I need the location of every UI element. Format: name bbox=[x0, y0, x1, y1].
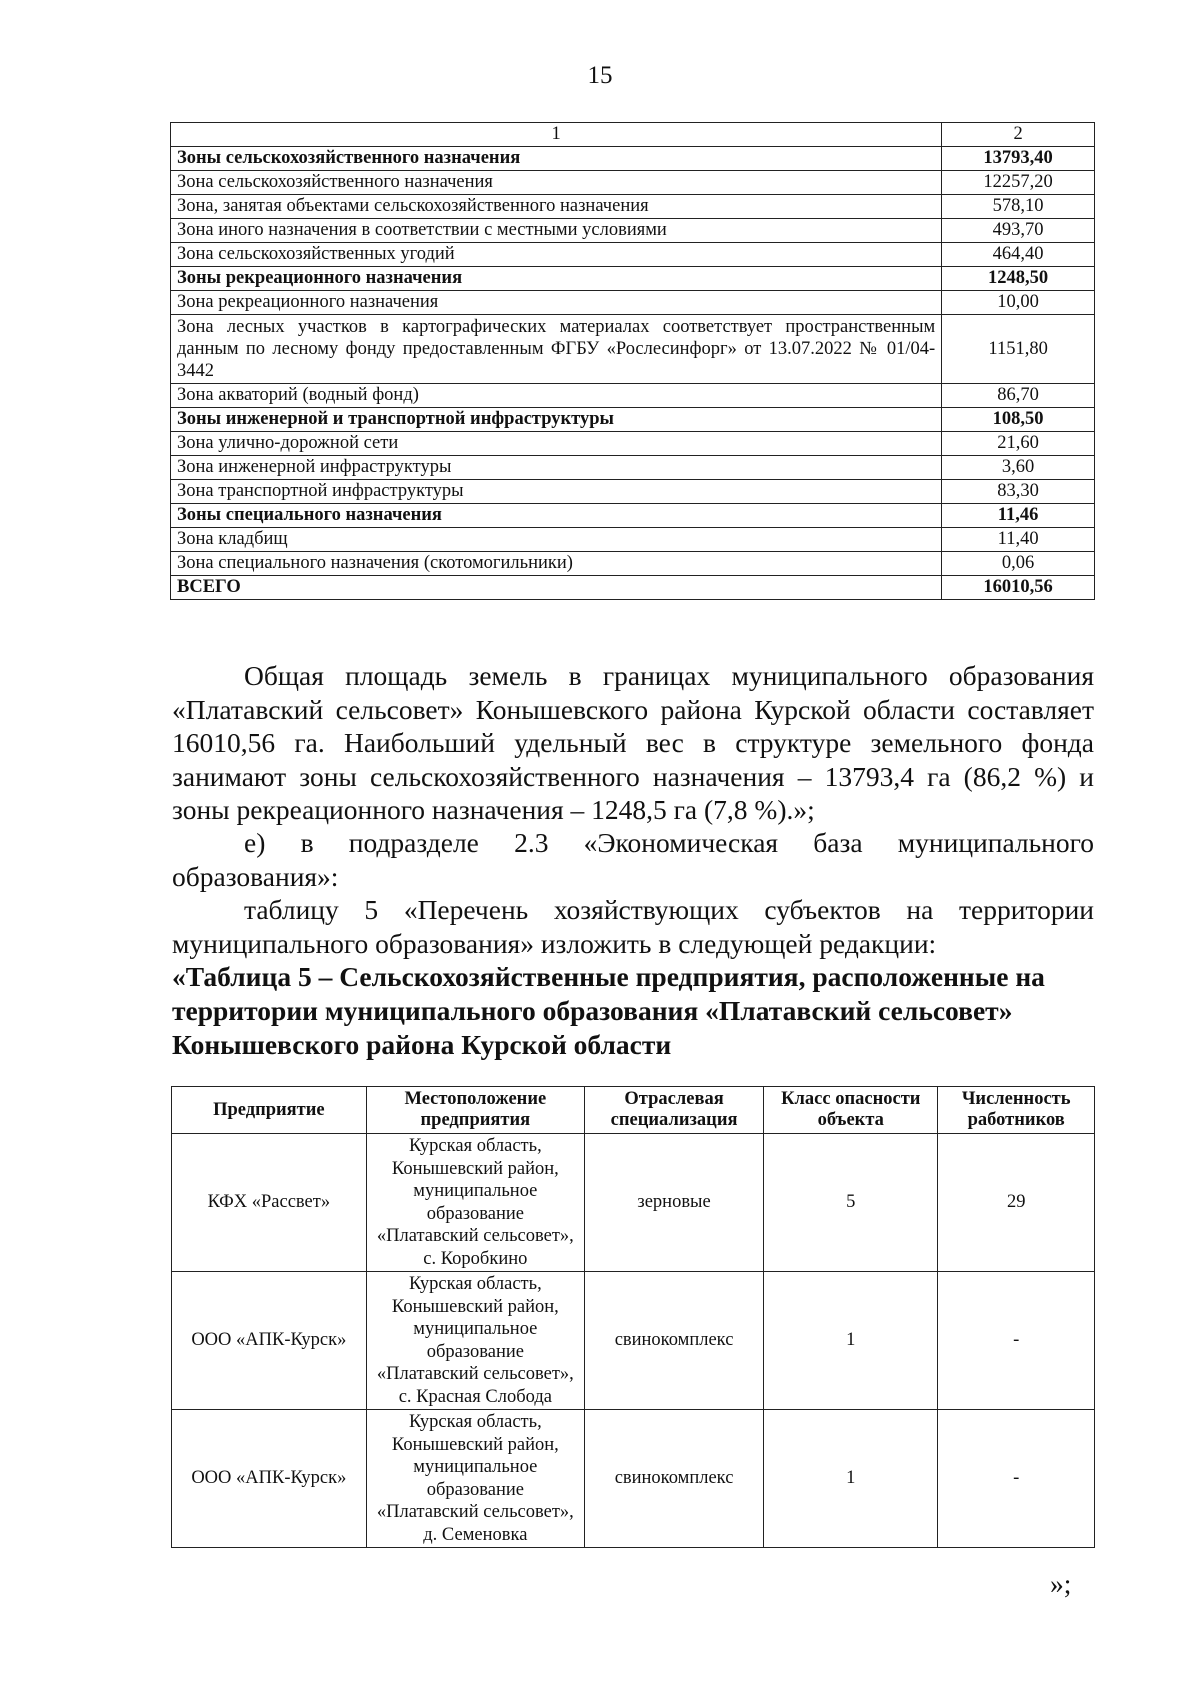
zone-name: Зона рекреационного назначения bbox=[171, 291, 942, 315]
zones-table-row bbox=[171, 267, 1095, 291]
page-number: 15 bbox=[587, 62, 613, 89]
zone-name: Зона акваторий (водный фонд) bbox=[171, 384, 942, 408]
zone-area-value: 493,70 bbox=[942, 219, 1095, 243]
zone-area-value: 1151,80 bbox=[942, 315, 1095, 384]
zone-area-value: 12257,20 bbox=[942, 171, 1095, 195]
zone-area-value: 464,40 bbox=[942, 243, 1095, 267]
zone-area-value: 11,40 bbox=[942, 528, 1095, 552]
location-line: образование bbox=[426, 1479, 524, 1500]
zones-table-row bbox=[171, 384, 1095, 408]
enterprises-table bbox=[171, 1086, 1095, 1548]
zone-name: Зона, занятая объектами сельскохозяйственного назначения bbox=[171, 195, 942, 219]
location-line: муниципальное bbox=[413, 1181, 538, 1201]
enterprise-employees: - bbox=[938, 1272, 1095, 1410]
zone-area-value: 10,00 bbox=[942, 291, 1095, 315]
zone-name: Зоны рекреационного назначения bbox=[171, 267, 942, 291]
zones-table bbox=[170, 122, 1095, 600]
location-line: Конышевский район, bbox=[391, 1434, 559, 1455]
location-line: с. Коробкино bbox=[423, 1248, 528, 1269]
zone-name: ВСЕГО bbox=[171, 576, 942, 600]
location-line: Курская область, bbox=[408, 1136, 542, 1156]
zone-name: Зона кладбищ bbox=[171, 528, 942, 552]
zone-area-value: 3,60 bbox=[942, 456, 1095, 480]
zone-area-value: 11,46 bbox=[942, 504, 1095, 528]
zone-name: Зона транспортной инфраструктуры bbox=[171, 480, 942, 504]
location-line: муниципальное bbox=[413, 1319, 538, 1339]
enterprise-row bbox=[172, 1134, 1095, 1272]
zones-table-row bbox=[171, 243, 1095, 267]
zone-name: Зона инженерной инфраструктуры bbox=[171, 456, 942, 480]
location-line: д. Семеновка bbox=[423, 1524, 528, 1545]
zone-area-value: 86,70 bbox=[942, 384, 1095, 408]
zone-area-value: 13793,40 bbox=[942, 147, 1095, 171]
subsection-paragraphs bbox=[172, 826, 1094, 960]
enterprise-specialization: зерновые bbox=[584, 1134, 763, 1272]
header-location: Местоположение предприятия bbox=[366, 1087, 584, 1134]
header-specialization: Отраслевая специализация bbox=[584, 1087, 763, 1134]
zone-name: Зона сельскохозяйственного назначения bbox=[171, 171, 942, 195]
zones-table-row bbox=[171, 408, 1095, 432]
table5-instruction-text: таблицу 5 «Перечень хозяйствующих субъектов на территории муниципального образования» изложить в следующей редакции: bbox=[172, 894, 1094, 959]
zones-table-row bbox=[171, 480, 1095, 504]
zones-table-row bbox=[171, 219, 1095, 243]
zone-area-value: 83,30 bbox=[942, 480, 1095, 504]
enterprise-hazard-class: 5 bbox=[764, 1134, 938, 1272]
header-enterprise: Предприятие bbox=[172, 1087, 367, 1134]
zones-table-row bbox=[171, 552, 1095, 576]
zones-table-row bbox=[171, 147, 1095, 171]
location-line: Курская область, bbox=[408, 1274, 542, 1294]
location-line: Конышевский район, bbox=[391, 1158, 559, 1179]
enterprise-hazard-class: 1 bbox=[764, 1410, 938, 1548]
enterprise-row bbox=[172, 1272, 1095, 1410]
zone-name: Зона лесных участков в картографических материалах соответствует пространственным данным по лесному фонду предоставленным ФГБУ «Рослесинфорг» от 13.07.2022 № 01/04-3442 bbox=[171, 315, 942, 384]
zones-table-row bbox=[171, 291, 1095, 315]
zones-table-row bbox=[171, 195, 1095, 219]
enterprise-location bbox=[366, 1410, 584, 1548]
zones-table-row bbox=[171, 576, 1095, 600]
location-line: образование bbox=[426, 1341, 524, 1362]
header-hazard-class: Класс опасности объекта bbox=[764, 1087, 938, 1134]
zones-header-col-1: 1 bbox=[171, 123, 942, 147]
zone-area-value: 108,50 bbox=[942, 408, 1095, 432]
enterprise-specialization: свинокомплекс bbox=[584, 1410, 763, 1548]
zones-table-row bbox=[171, 456, 1095, 480]
zones-table-row bbox=[171, 432, 1095, 456]
enterprise-employees: 29 bbox=[938, 1134, 1095, 1272]
location-line: с. Красная Слобода bbox=[398, 1386, 552, 1407]
zone-area-value: 578,10 bbox=[942, 195, 1095, 219]
zones-table-row bbox=[171, 315, 1095, 384]
zone-area-value: 1248,50 bbox=[942, 267, 1095, 291]
subsection-e-text: е) в подразделе 2.3 «Экономическая база муниципального образования»: bbox=[172, 827, 1094, 892]
enterprise-hazard-class: 1 bbox=[764, 1272, 938, 1410]
enterprise-row bbox=[172, 1410, 1095, 1548]
closing-mark: »; bbox=[1050, 1568, 1072, 1599]
location-line: «Платавский сельсовет», bbox=[376, 1364, 574, 1384]
enterprise-location bbox=[366, 1272, 584, 1410]
enterprise-specialization: свинокомплекс bbox=[584, 1272, 763, 1410]
enterprise-name: ООО «АПК-Курск» bbox=[172, 1272, 367, 1410]
zones-table-header-row bbox=[171, 123, 1095, 147]
zones-table-row bbox=[171, 171, 1095, 195]
enterprise-name: КФХ «Рассвет» bbox=[172, 1134, 367, 1272]
zones-header-col-2: 2 bbox=[942, 123, 1095, 147]
zone-name: Зоны инженерной и транспортной инфраструктуры bbox=[171, 408, 942, 432]
header-employees: Численность работников bbox=[938, 1087, 1095, 1134]
zone-name: Зона иного назначения в соответствии с местными условиями bbox=[171, 219, 942, 243]
zones-table-row bbox=[171, 504, 1095, 528]
zone-name: Зона сельскохозяйственных угодий bbox=[171, 243, 942, 267]
zones-table-row bbox=[171, 528, 1095, 552]
enterprise-employees: - bbox=[938, 1410, 1095, 1548]
zone-area-value: 0,06 bbox=[942, 552, 1095, 576]
zone-name: Зоны сельскохозяйственного назначения bbox=[171, 147, 942, 171]
enterprises-header-row bbox=[172, 1087, 1095, 1134]
location-line: «Платавский сельсовет», bbox=[376, 1502, 574, 1522]
total-area-paragraph bbox=[172, 659, 1094, 827]
enterprise-location bbox=[366, 1134, 584, 1272]
location-line: муниципальное bbox=[413, 1457, 538, 1477]
zone-name: Зона улично-дорожной сети bbox=[171, 432, 942, 456]
zone-name: Зона специального назначения (скотомогильники) bbox=[171, 552, 942, 576]
location-line: «Платавский сельсовет», bbox=[376, 1226, 574, 1246]
zone-area-value: 21,60 bbox=[942, 432, 1095, 456]
total-area-text: Общая площадь земель в границах муниципального образования «Платавский сельсовет» Конышевского района Курской области составляет 16010,56 га. Наибольший удельный вес в структуре земельного фонда занимают зоны сельскохозяйственного назначения – 13793,4 га (86,2 %) и зоны рекреационного назначения – 1248,5 га (7,8 %).»; bbox=[172, 660, 1094, 825]
location-line: образование bbox=[426, 1203, 524, 1224]
enterprise-name: ООО «АПК-Курск» bbox=[172, 1410, 367, 1548]
zone-name: Зоны специального назначения bbox=[171, 504, 942, 528]
location-line: Конышевский район, bbox=[391, 1296, 559, 1317]
zone-area-value: 16010,56 bbox=[942, 576, 1095, 600]
location-line: Курская область, bbox=[408, 1412, 542, 1432]
table5-title: «Таблица 5 – Сельскохозяйственные предприятия, расположенные на территории муниципального образования «Платавский сельсовет» Конышевского района Курской области bbox=[172, 961, 1045, 1060]
